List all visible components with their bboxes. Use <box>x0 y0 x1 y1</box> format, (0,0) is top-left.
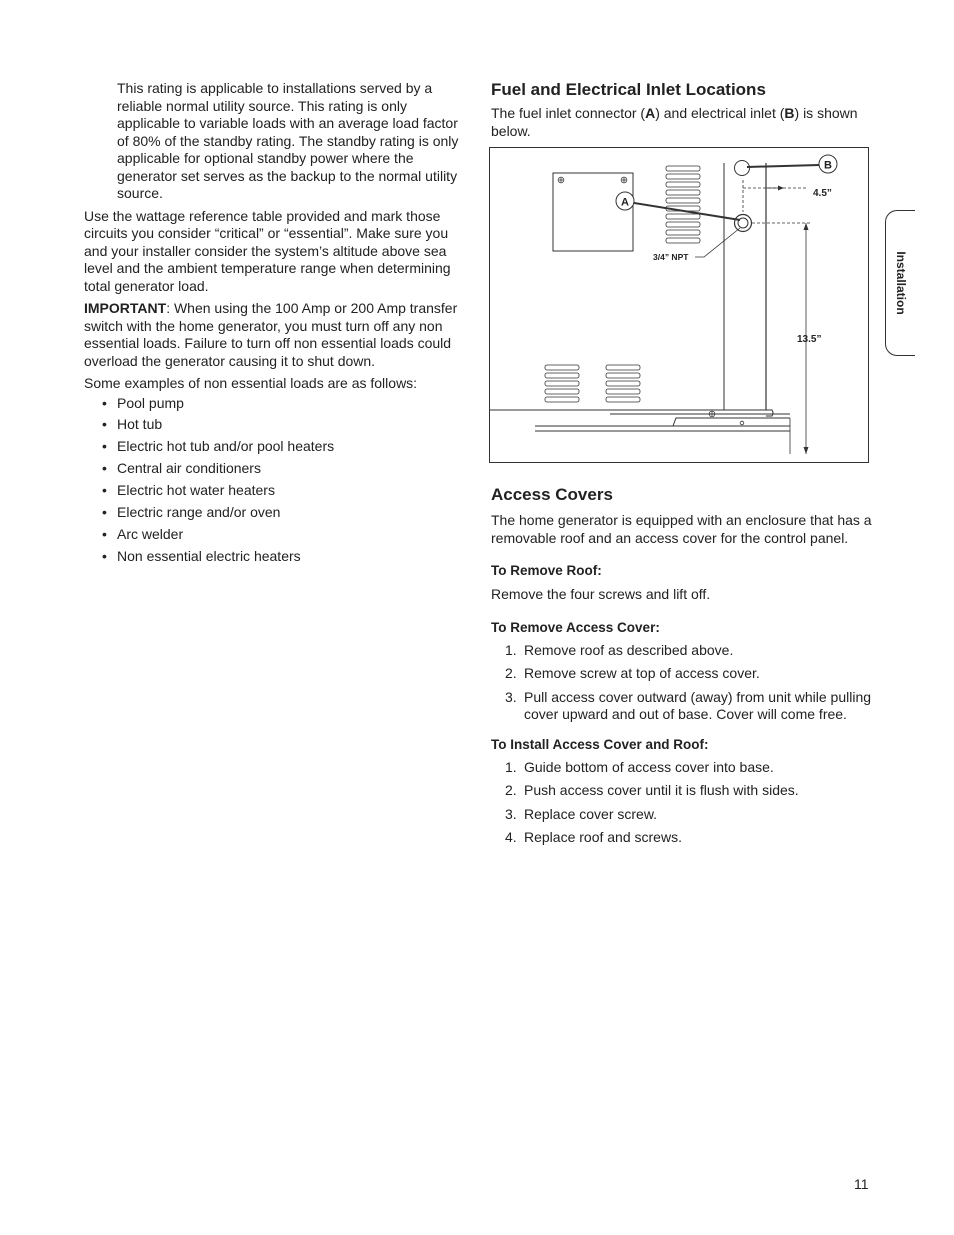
list-item: • Non essential electric heaters <box>102 548 468 565</box>
remove-roof-heading: To Remove Roof: <box>491 563 602 578</box>
examples-intro: Some examples of non essential loads are as follows: <box>84 375 418 391</box>
electrical-inlet <box>735 161 750 176</box>
right-column-top <box>491 80 875 140</box>
fuel-inlet-text <box>491 105 875 140</box>
section-tab <box>885 210 915 356</box>
list-item: • Electric hot tub and/or pool heaters <box>102 438 468 455</box>
callout-b-leader <box>747 165 819 167</box>
step-text: Push access cover until it is flush with sides. <box>524 782 799 798</box>
list-item: • Arc welder <box>102 526 468 543</box>
npt-leader <box>695 228 740 257</box>
npt-label: 3/4” NPT <box>653 252 689 262</box>
fuel-inlet-connector <box>735 215 752 232</box>
fuel-text-part: ) and electrical inlet ( <box>655 105 785 121</box>
remove-roof-text: Remove the four screws and lift off. <box>491 586 711 602</box>
list-item <box>491 829 875 847</box>
step-number: 4. <box>505 829 517 845</box>
list-item <box>491 759 875 777</box>
access-covers-text: The home generator is equipped with an enclosure that has a removable roof and an access cover for the control panel. <box>491 512 872 546</box>
list-item: • Electric hot water heaters <box>102 482 468 499</box>
fuel-text-part: ) is shown below. <box>491 105 858 139</box>
install-heading: To Install Access Cover and Roof: <box>491 736 709 752</box>
list-item: • Electric range and/or oven <box>102 504 468 521</box>
examples-list <box>84 395 468 565</box>
vent-louvres-lower-right <box>606 365 640 402</box>
label-b: B <box>784 105 795 121</box>
section-tab-label: Installation <box>893 251 908 315</box>
step-number: 1. <box>505 641 517 658</box>
step-number: 2. <box>505 782 517 798</box>
list-item: • Central air conditioners <box>102 460 468 477</box>
page-number: 11 <box>854 1176 869 1192</box>
list-item: • Pool pump <box>102 395 468 412</box>
step-text: Guide bottom of access cover into base. <box>524 758 774 775</box>
callout-a-label: A <box>621 196 629 209</box>
step-number: 3. <box>505 805 517 822</box>
inlet-locations-figure <box>489 147 869 463</box>
rating-note: This rating is applicable to installations served by a reliable normal utility source. This rating is only applicable to variable loads with an average load factor of 80% of the standby rating. The standby rating is only applicable for optional standby power where the generator set serves as the backup to the normal utility source. <box>117 80 459 201</box>
step-text: Replace roof and screws. <box>524 829 682 845</box>
step-number: 1. <box>505 758 517 775</box>
step-number: 3. <box>505 688 517 705</box>
list-item <box>491 689 875 724</box>
vent-louvres-lower-left <box>545 365 579 402</box>
list-item <box>491 806 875 824</box>
list-item <box>491 642 875 660</box>
step-text: Replace cover screw. <box>524 805 658 822</box>
wattage-paragraph: Use the wattage reference table provided and mark those circuits you consider “critical” or “essential”. Make sure you and your installer consider the system’s altitude above sea level and the ambient temperature range when determining total generator load. <box>84 207 451 294</box>
callout-b-label: B <box>824 159 832 172</box>
right-column-bottom <box>491 485 875 853</box>
vent-louvres-upper <box>666 166 700 243</box>
step-text: Remove roof as described above. <box>524 641 734 658</box>
important-paragraph <box>84 300 468 370</box>
dimension-4-5: 4.5” <box>813 188 832 199</box>
left-column <box>84 80 468 570</box>
remove-cover-heading: To Remove Access Cover: <box>491 619 660 635</box>
install-steps <box>491 759 875 847</box>
control-panel <box>553 173 633 251</box>
important-label: IMPORTANT <box>84 300 167 316</box>
important-text: : When using the 100 Amp or 200 Amp transfer switch with the home generator, you must turn off any non essential loads. Failure to turn off non essential loads could overload the generator causing it to shut down. <box>84 300 458 369</box>
label-a: A <box>645 105 656 121</box>
list-item: • Hot tub <box>102 416 468 433</box>
generator-diagram <box>490 148 867 461</box>
access-covers-heading: Access Covers <box>491 485 613 504</box>
step-text: Remove screw at top of access cover. <box>524 665 760 681</box>
fuel-text-part: The fuel inlet connector ( <box>491 105 646 121</box>
fuel-inlet-heading: Fuel and Electrical Inlet Locations <box>491 80 766 99</box>
remove-cover-steps <box>491 642 875 724</box>
list-item <box>491 665 875 683</box>
list-item <box>491 782 875 800</box>
dimension-13-5: 13.5” <box>797 334 822 345</box>
step-text: Pull access cover outward (away) from unit while pulling cover upward and out of base. Cover will come free. <box>524 688 872 722</box>
step-number: 2. <box>505 665 517 681</box>
